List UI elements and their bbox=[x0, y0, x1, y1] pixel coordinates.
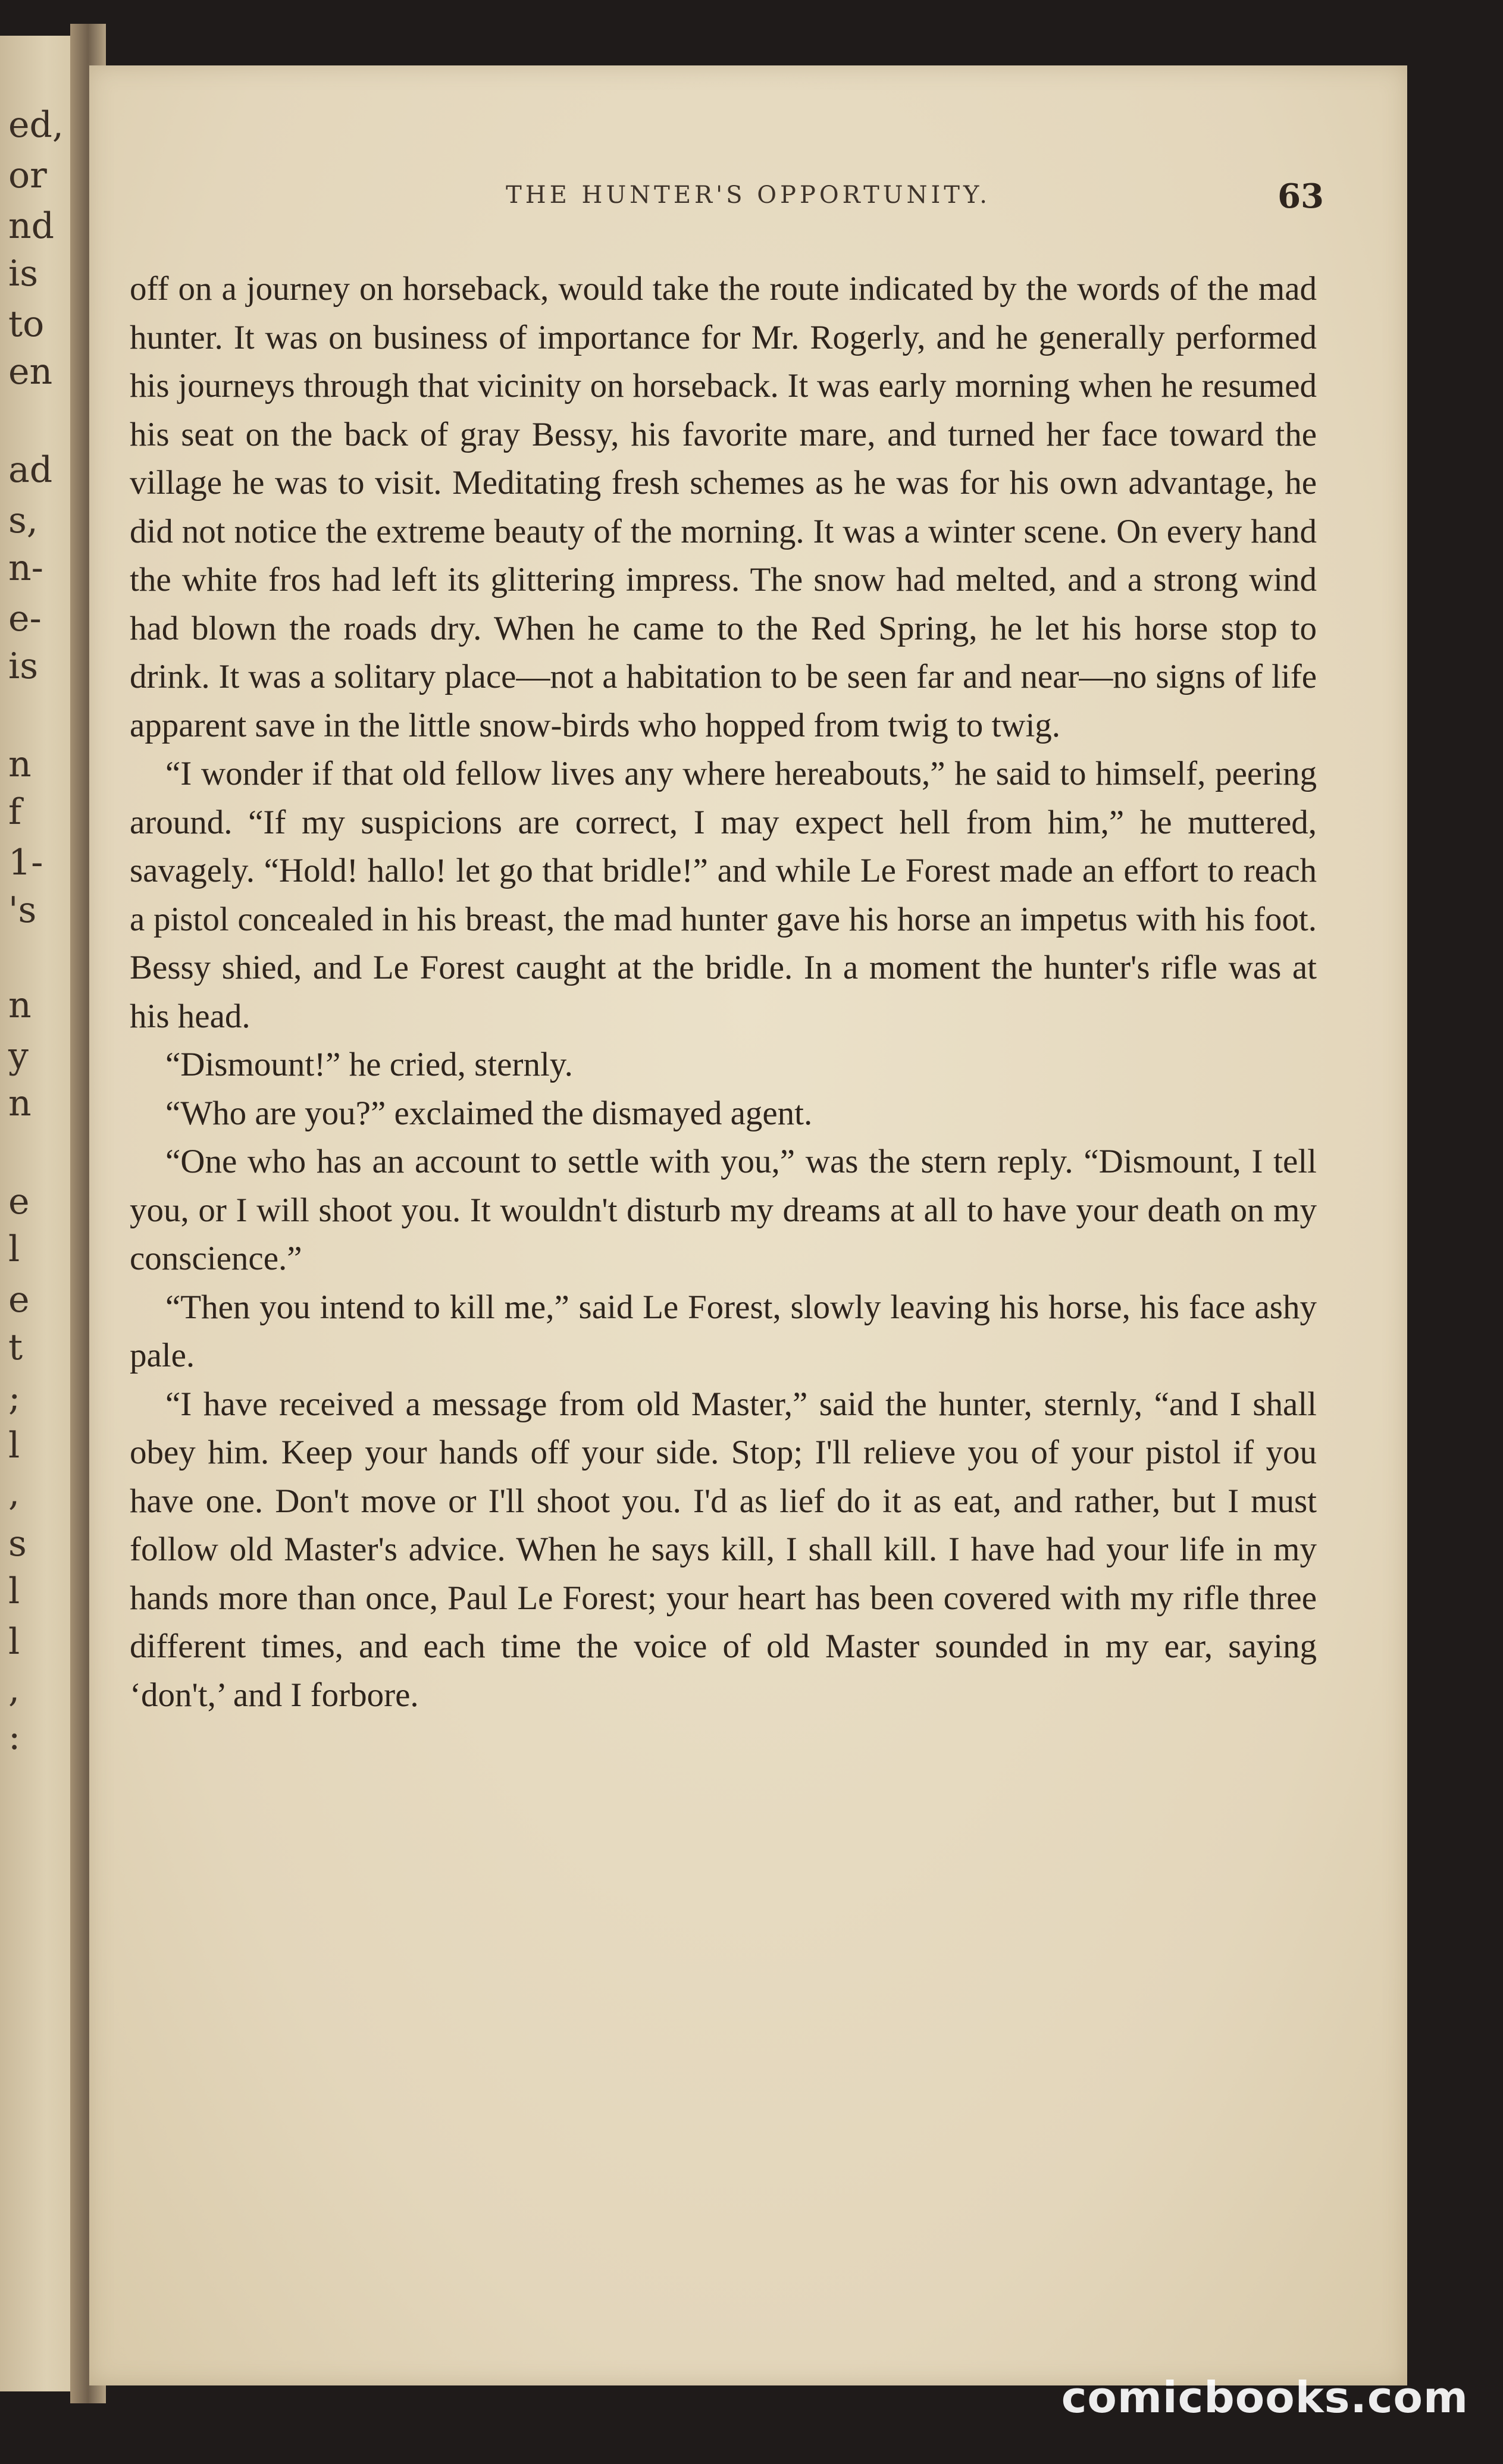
book-page bbox=[89, 65, 1407, 2385]
left-fragment: to bbox=[8, 303, 45, 345]
watermark: comicbooks.com bbox=[1061, 2372, 1468, 2422]
left-fragment: n bbox=[8, 985, 32, 1026]
left-fragment: f bbox=[8, 791, 22, 833]
left-fragment: s, bbox=[8, 500, 38, 541]
left-fragment: ad bbox=[8, 449, 53, 491]
left-fragment: n bbox=[8, 1083, 32, 1124]
left-fragment: s bbox=[8, 1523, 27, 1565]
paragraph: off on a journey on horseback, would take the route indicated by the words of the mad hunter. It was on business of importance for Mr. Rogerly, and he generally performed his journeys through that vicinity on horseback. It was early morning when he resumed his seat on the back of gray Bessy, his favorite mare, and turned her face toward the village he was to visit. Meditating fresh schemes as he was for his own advantage, he did not notice the extreme beauty of the morning. It was a winter scene. On every hand the white fros had left its glittering impress. The snow had melted, and a strong wind had blown the roads dry. When he came to the Red Spring, he let his horse stop to drink. It was a solitary place—not a habitation to be seen far and near—no signs of life apparent save in the little snow-birds who hopped from twig to twig. bbox=[130, 270, 1317, 744]
left-fragment: is bbox=[8, 253, 38, 294]
paragraph: “I have received a message from old Master,” said the hunter, sternly, “and I shall obey him. Keep your hands off your side. Stop; I'll relieve you of your pistol if you have one. Don't move or I'll shoot you. I'd as lief do it as eat, and rather, but I must follow old Master's advice. When he says kill, I shall kill. I have had your life in my hands more than once, Paul Le Forest; your heart has been covered with my rifle three different times, and each time the voice of old Master sounded in my ear, saying ‘don't,’ and I forbore. bbox=[130, 1385, 1317, 1714]
running-head bbox=[89, 177, 1407, 229]
left-fragment: is bbox=[8, 645, 38, 687]
left-fragment: , bbox=[8, 1669, 20, 1710]
page-number: 63 bbox=[1277, 177, 1324, 216]
left-fragment: : bbox=[8, 1716, 21, 1758]
left-fragment: y bbox=[8, 1035, 29, 1077]
paragraph: “Dismount!” he cried, sternly. bbox=[165, 1046, 573, 1083]
left-fragment: l bbox=[8, 1425, 20, 1466]
paragraph: “One who has an account to settle with you,” was the stern reply. “Dismount, I tell you, or I will shoot you. It wouldn't disturb my dreams at all to have your death on my conscience.” bbox=[130, 1143, 1317, 1277]
left-fragment: en bbox=[8, 351, 53, 393]
left-fragment: 's bbox=[8, 889, 37, 931]
left-fragment: nd bbox=[8, 205, 55, 247]
running-title: THE HUNTER'S OPPORTUNITY. bbox=[506, 181, 991, 209]
left-fragment: l bbox=[8, 1621, 20, 1663]
paragraph: “Who are you?” exclaimed the dismayed agent. bbox=[165, 1094, 813, 1132]
left-fragment: 1- bbox=[8, 842, 43, 883]
paragraph: “I wonder if that old fellow lives any where hereabouts,” he said to himself, peering around. “If my suspicions are correct, I may expect hell from him,” he muttered, savagely. “Hold! hallo! let go that bridle!” and while Le Forest made an effort to reach a pistol concealed in his breast, the mad hunter gave his horse an impetus with his foot. Bessy shied, and Le Forest caught at the bridle. In a moment the hunter's rifle was at his head. bbox=[130, 755, 1317, 1035]
left-fragment: ; bbox=[8, 1377, 21, 1419]
left-fragment: or bbox=[8, 155, 47, 196]
left-fragment: e- bbox=[8, 598, 42, 639]
left-fragment: n bbox=[8, 744, 32, 785]
left-fragment: e bbox=[8, 1181, 30, 1222]
left-fragment: l bbox=[8, 1228, 20, 1270]
left-fragment: , bbox=[8, 1472, 20, 1514]
left-fragment: l bbox=[8, 1570, 20, 1612]
facing-page-edge bbox=[0, 36, 77, 2391]
left-fragment: ed, bbox=[8, 104, 64, 146]
paragraph: “Then you intend to kill me,” said Le Forest, slowly leaving his horse, his face ashy pale. bbox=[130, 1288, 1317, 1374]
left-fragment: n- bbox=[8, 547, 43, 589]
body-text bbox=[130, 265, 1317, 1719]
left-fragment: t bbox=[8, 1327, 23, 1368]
left-fragment: e bbox=[8, 1279, 30, 1321]
